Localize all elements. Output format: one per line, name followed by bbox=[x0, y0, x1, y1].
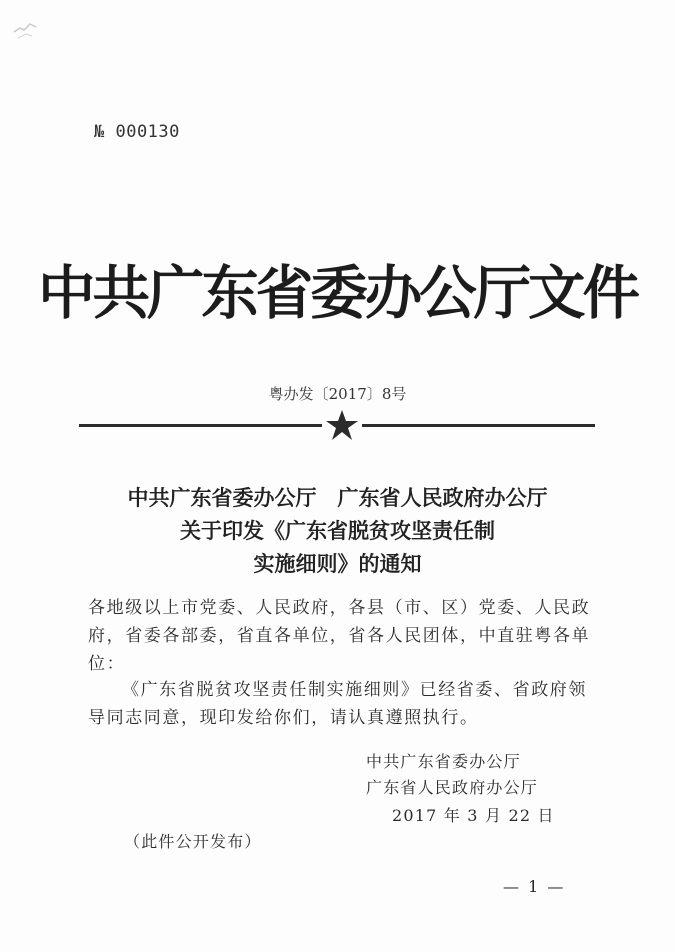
notice-title-line-1: 中共广东省委办公厅 广东省人民政府办公厅 bbox=[127, 485, 548, 510]
signature-org-2: 广东省人民政府办公厅 bbox=[366, 778, 539, 797]
signature-date: 2017 年 3 月 22 日 bbox=[392, 806, 555, 825]
notice-title-line-3: 实施细则》的通知 bbox=[253, 551, 422, 576]
document-number: 粤办发〔2017〕8号 bbox=[268, 385, 407, 403]
addressees-paragraph: 各地级以上市党委、人民政府，各县（市、区）党委、人民政府，省委各部委，省直各单位，省各人民团体，中直驻粤各单位： bbox=[88, 598, 591, 674]
signature-org-1: 中共广东省委办公厅 bbox=[366, 752, 521, 771]
scan-mark bbox=[10, 18, 48, 42]
star-icon bbox=[325, 409, 359, 441]
body-paragraph bbox=[88, 676, 598, 732]
publish-note: （此件公开发布） bbox=[124, 832, 262, 851]
header-rule-right bbox=[362, 424, 595, 427]
notice-title-line-2: 关于印发《广东省脱贫攻坚责任制 bbox=[180, 518, 495, 543]
notice-title bbox=[0, 481, 675, 580]
header-rule-left bbox=[79, 424, 322, 427]
serial-number: № 000130 bbox=[94, 122, 180, 142]
page-number: — 1 — bbox=[503, 877, 566, 896]
document-header-title: 中共广东省委办公厅文件 bbox=[38, 259, 637, 327]
body-paragraph-text: 《广东省脱贫攻坚责任制实施细则》已经省委、省政府领导同志同意，现印发给你们，请认真遵照执行。 bbox=[88, 680, 587, 728]
